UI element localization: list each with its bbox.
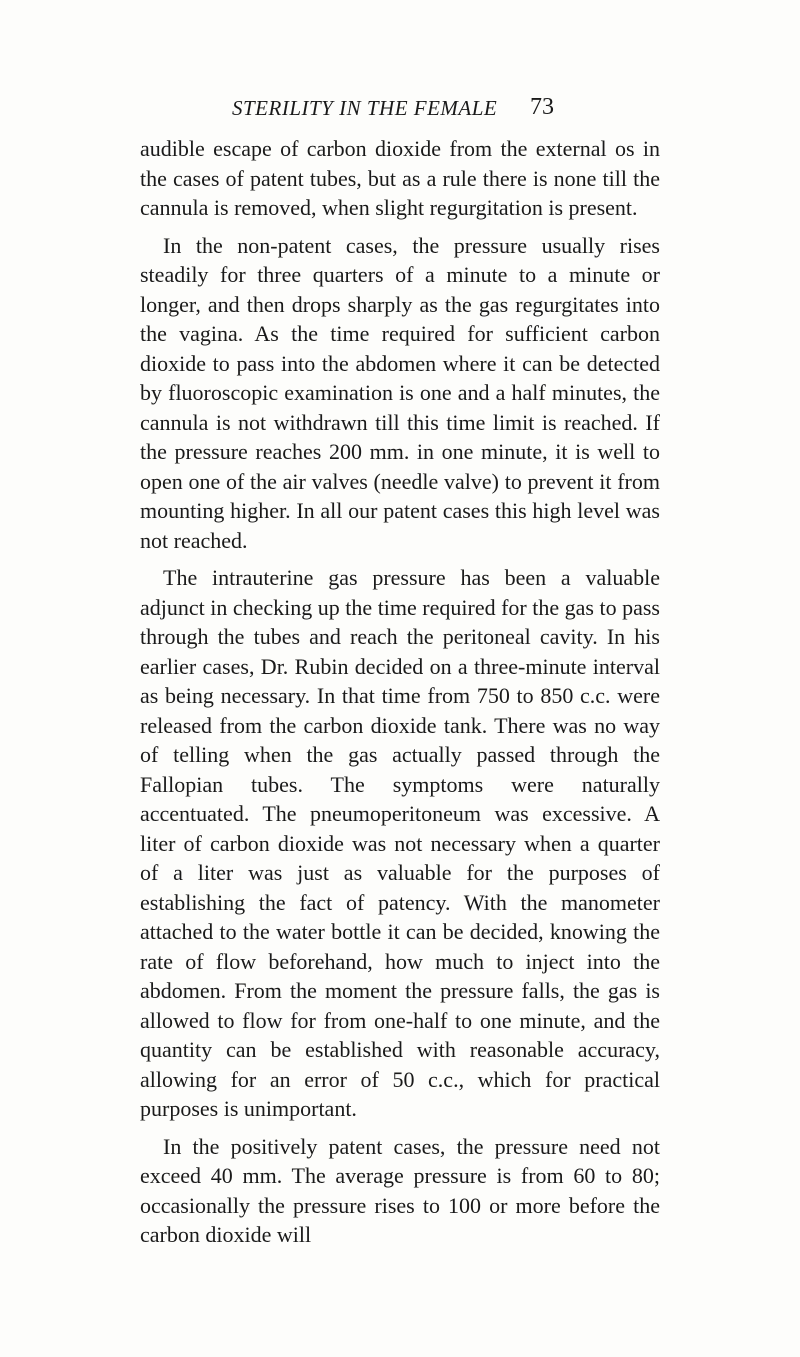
running-head: STERILITY IN THE FEMALE: [232, 96, 498, 120]
paragraph: In the positively patent cases, the pressure need not exceed 40 mm. The average pressure is from 60 to 80; occasionally the pressure rises to 100 or more before the carbon dioxide will: [140, 1133, 660, 1247]
paragraph-continued: audible escape of carbon dioxide from the external os in the cases of patent tubes, but as a rule there is none till the cannula is removed, when slight regurgitation is present.: [140, 136, 660, 220]
body-text: [140, 134, 660, 1258]
paragraph: The intrauterine gas pressure has been a valuable adjunct in checking up the time required for the gas to pass through the tubes and reach the peritoneal cavity. In his earlier cases, Dr. Rubin decided on a three-minute interval as being necessary. In that time from 750 to 850 c.c. were released from the carbon dioxide tank. There was no way of telling when the gas actually passed through the Fallopian tubes. The symptoms were naturally accentuated. The pneumoperitoneum was excessive. A liter of carbon dioxide was not necessary when a quarter of a liter was just as valuable for the purposes of establishing the fact of patency. With the manometer attached to the water bottle it can be decided, knowing the rate of flow beforehand, how much to inject into the abdomen. From the moment the pressure falls, the gas is allowed to flow for from one-half to one minute, and the quantity can be established with reasonable accuracy, allowing for an error of 50 c.c., which for practical purposes is unimportant.: [140, 565, 660, 1121]
paragraph: In the non-patent cases, the pressure usually rises steadily for three quarters of a minute to a minute or longer, and then drops sharply as the gas regurgitates into the vagina. As the time required for sufficient carbon dioxide to pass into the abdomen where it can be detected by fluoroscopic examination is one and a half minutes, the cannula is not withdrawn till this time limit is reached. If the pressure reaches 200 mm. in one minute, it is well to open one of the air valves (needle valve) to prevent it from mounting higher. In all our patent cases this high level was not reached.: [140, 232, 660, 553]
page-number: 73: [530, 94, 554, 120]
